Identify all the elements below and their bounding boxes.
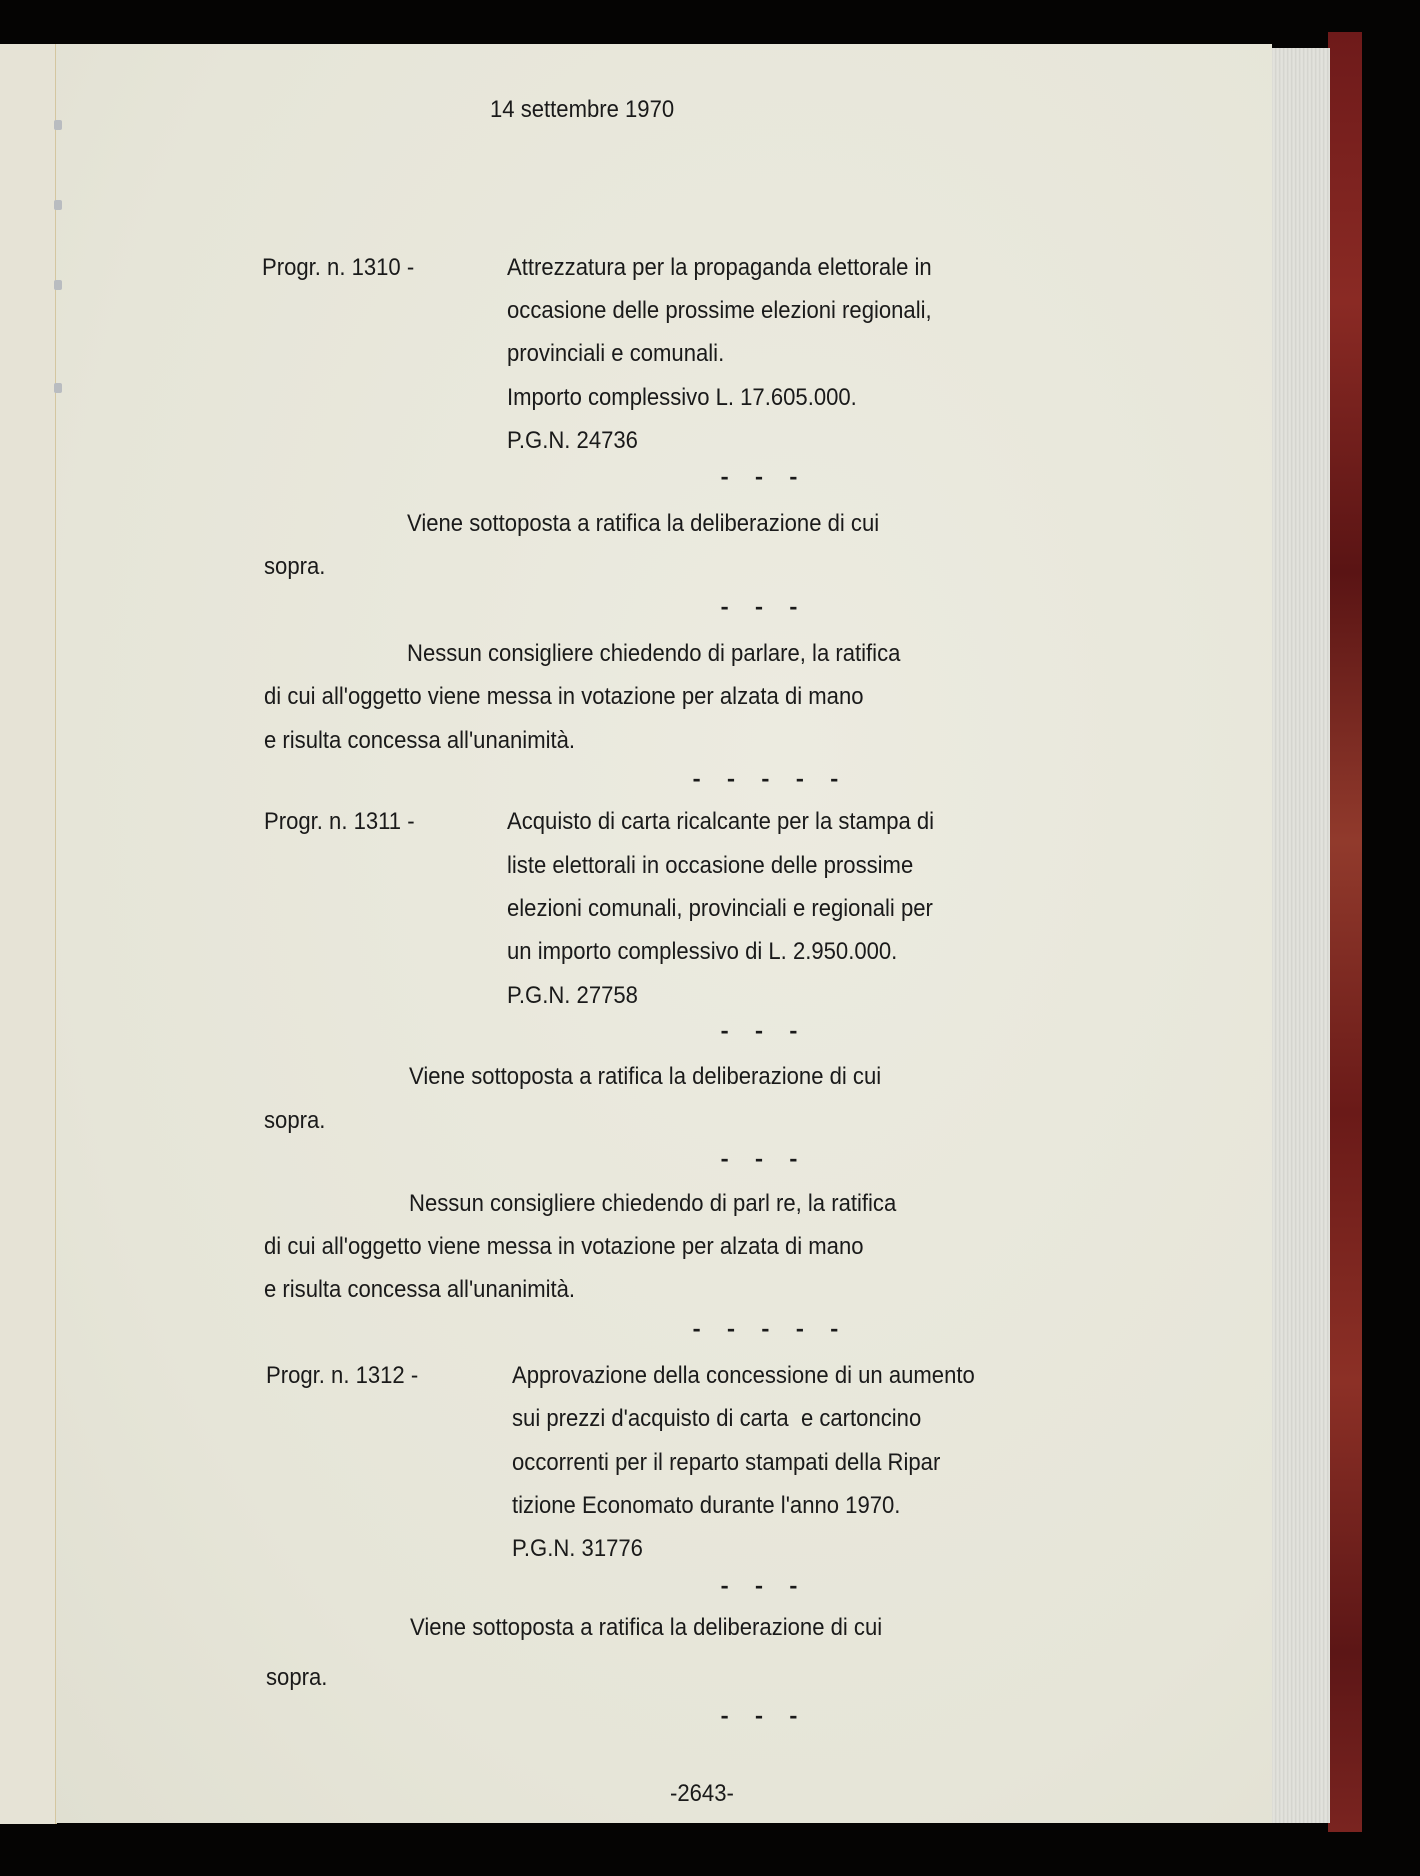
separator: - - - [718,1575,805,1600]
separator: - - - [718,596,805,621]
ratifica-text: sopra. [266,1664,328,1691]
binding-stitch [54,120,62,130]
separator: - - - [718,1705,805,1730]
pgn-number: P.G.N. 27758 [507,982,638,1009]
vote-text: e risulta concessa all'unanimità. [264,1276,576,1303]
item-label: Progr. n. 1311 - [264,808,415,835]
binding-stitch [54,383,62,393]
item-line: elezioni comunali, provinciali e regionali per [507,895,933,922]
pgn-number: P.G.N. 24736 [507,427,638,454]
separator: - - - [718,1020,805,1045]
binding-stitch [54,200,62,210]
separator: - - - - - [690,768,845,793]
book-cover-marbled [1328,32,1362,1832]
binding-stitch [54,280,62,290]
item-line: Approvazione della concessione di un aumento [512,1362,975,1389]
item-line: Acquisto di carta ricalcante per la stampa di [507,808,935,835]
ratifica-text: sopra. [264,1107,326,1134]
item-line: un importo complessivo di L. 2.950.000. [507,938,898,965]
item-line: liste elettorali in occasione delle prossime [507,852,914,879]
ratifica-text: Viene sottoposta a ratifica la deliberazione di cui [410,1614,883,1641]
vote-text: Nessun consigliere chiedendo di parlare, la ratifica [407,640,901,667]
vote-text: Nessun consigliere chiedendo di parl re, la ratifica [409,1190,897,1217]
separator: - - - - - [690,1318,845,1343]
vote-text: di cui all'oggetto viene messa in votazione per alzata di mano [264,1233,864,1260]
ratifica-text: sopra. [264,553,326,580]
item-line: sui prezzi d'acquisto di carta e cartoncino [512,1405,922,1432]
left-page-margin [0,44,57,1824]
item-line: Importo complessivo L. 17.605.000. [507,384,857,411]
item-label: Progr. n. 1312 - [266,1362,419,1389]
page-number: -2643- [670,1780,734,1807]
vote-text: e risulta concessa all'unanimità. [264,727,576,754]
item-line: Attrezzatura per la propaganda elettorale in [507,254,932,281]
item-label: Progr. n. 1310 - [262,254,415,281]
pgn-number: P.G.N. 31776 [512,1535,643,1562]
item-line: occasione delle prossime elezioni regionali, [507,297,932,324]
item-line: occorrenti per il reparto stampati della Ripar [512,1449,941,1476]
item-line: tizione Economato durante l'anno 1970. [512,1492,901,1519]
item-line: provinciali e comunali. [507,340,725,367]
page-edges [1272,48,1330,1823]
separator: - - - [718,466,805,491]
vote-text: di cui all'oggetto viene messa in votazione per alzata di mano [264,683,864,710]
document-date: 14 settembre 1970 [490,96,675,123]
ratifica-text: Viene sottoposta a ratifica la deliberazione di cui [409,1063,882,1090]
ratifica-text: Viene sottoposta a ratifica la deliberazione di cui [407,510,880,537]
separator: - - - [718,1148,805,1173]
